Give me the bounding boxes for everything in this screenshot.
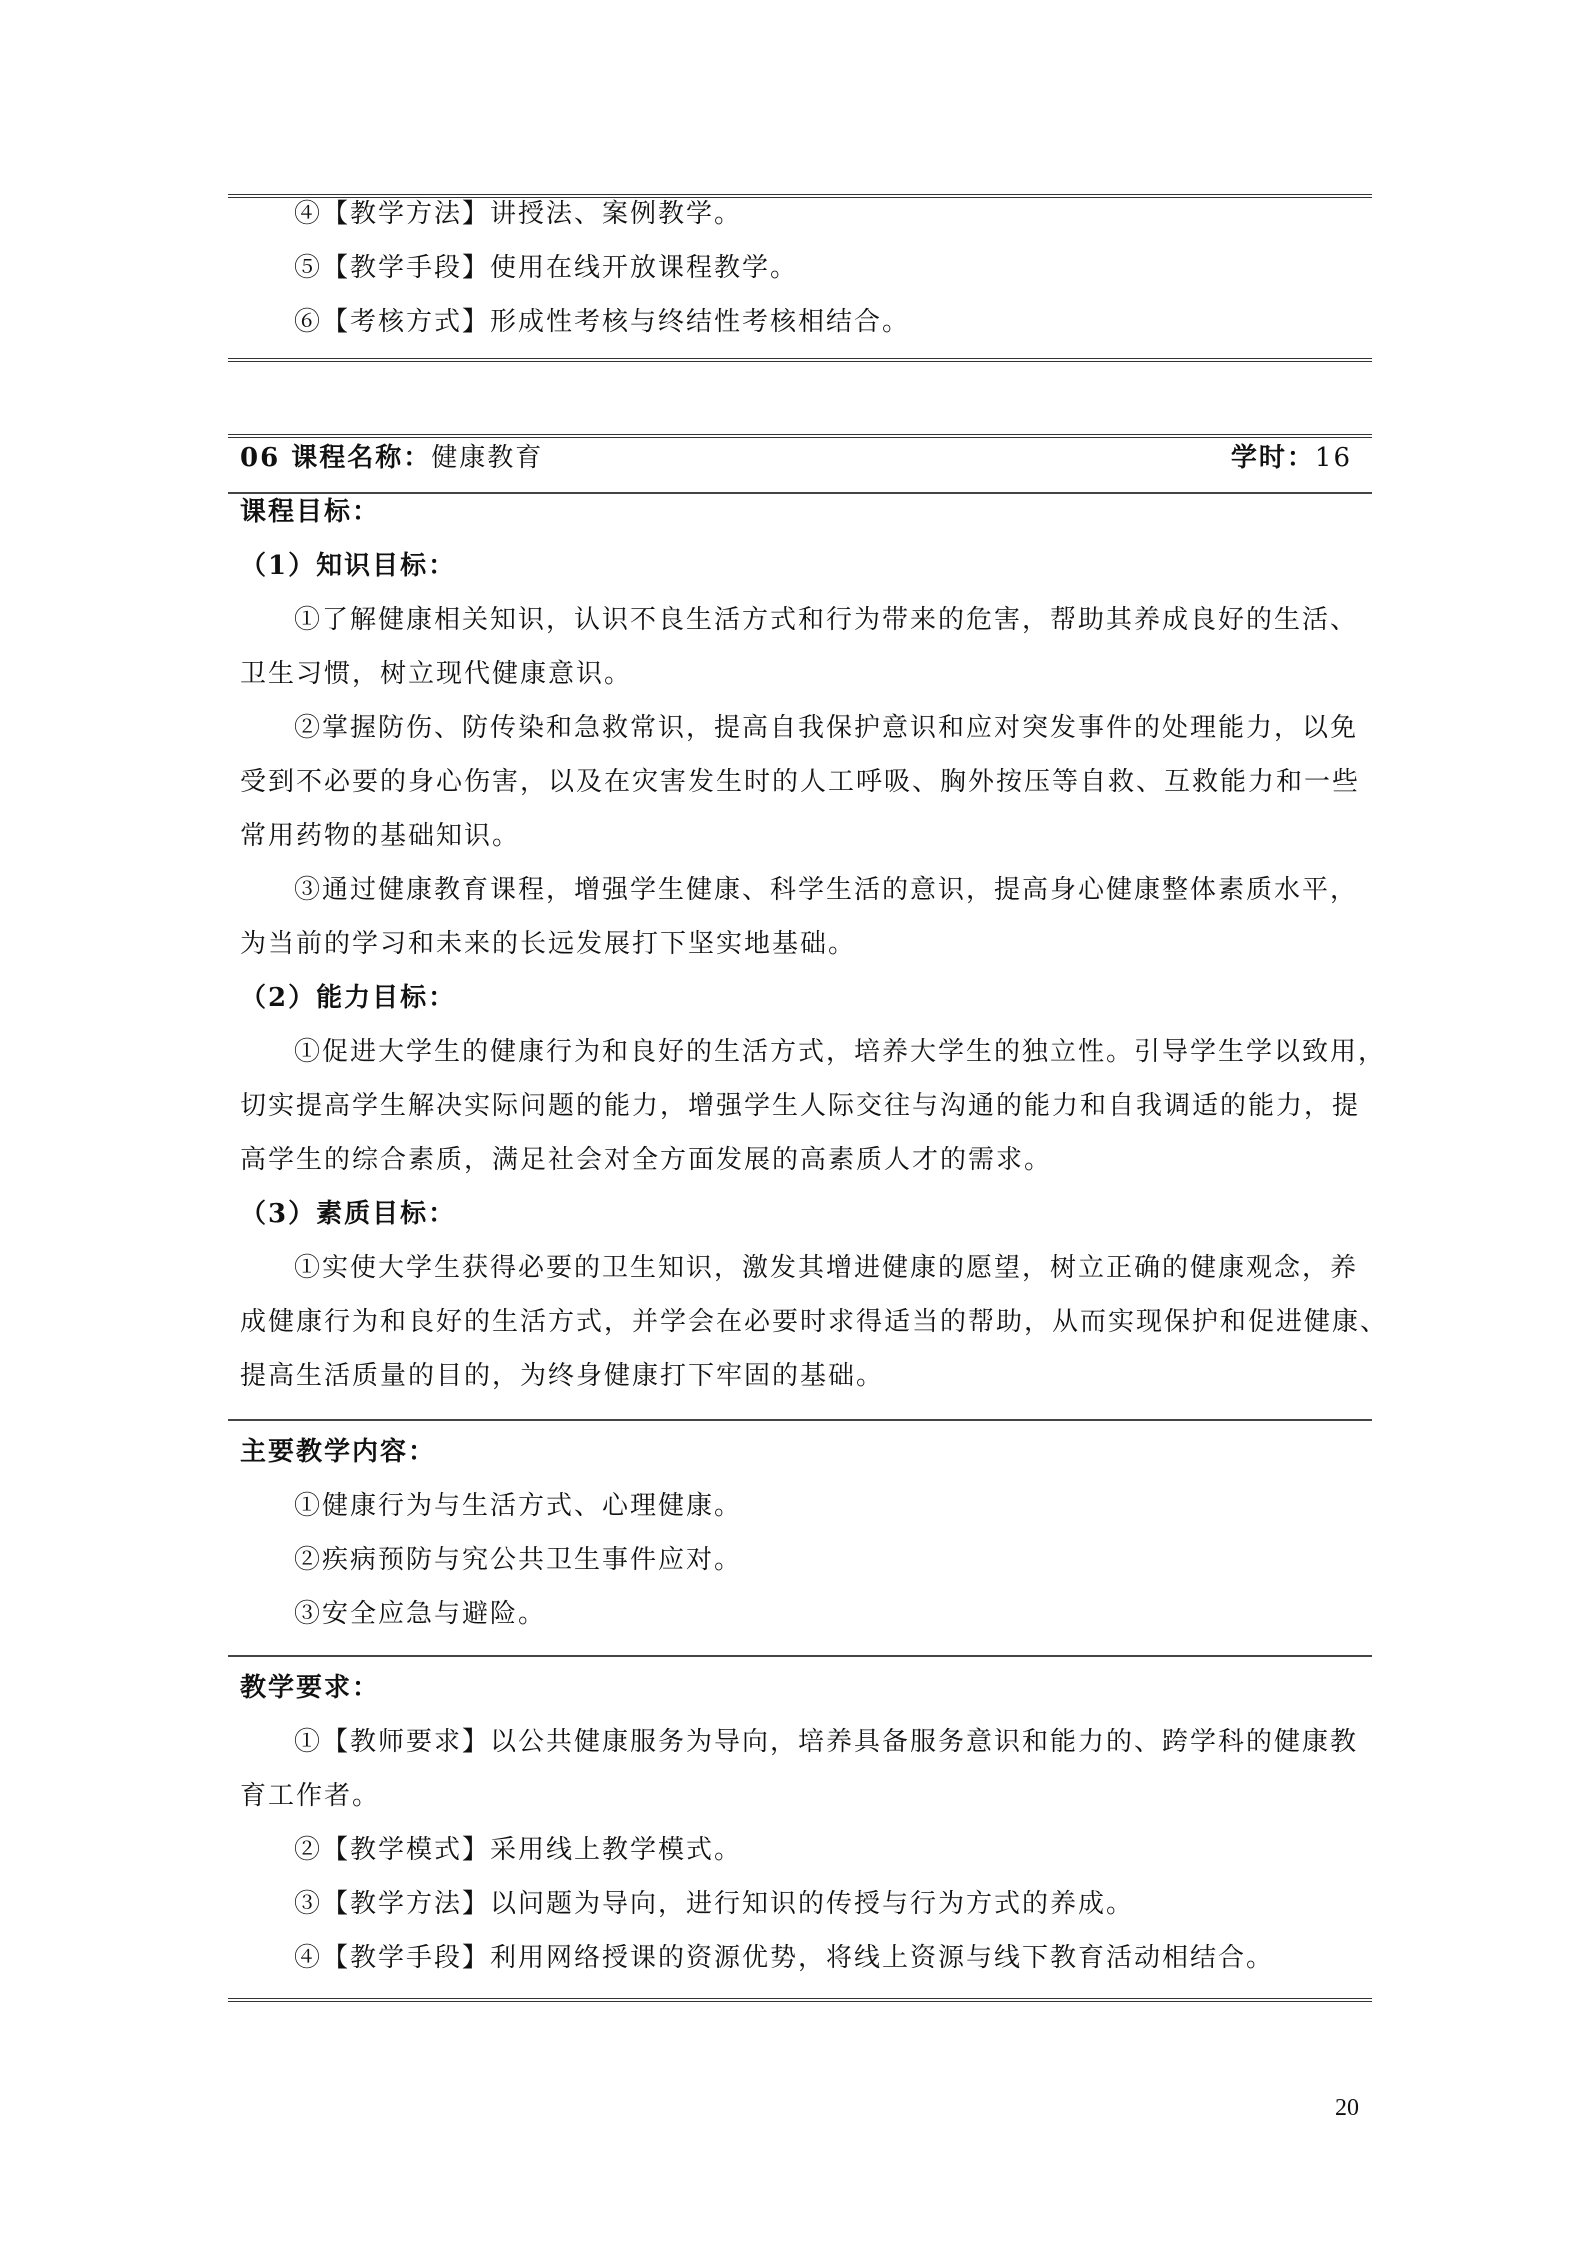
course-header-row — [228, 431, 1352, 485]
table-end-rule — [228, 1998, 1372, 2002]
teaching-means-line: ⑤【教学手段】使用在线开放课程教学。 — [294, 253, 799, 283]
knowledge-goal-line: 为当前的学习和未来的长远发展打下坚实地基础。 — [240, 929, 857, 959]
hours-label: 学时： — [1230, 443, 1315, 473]
teaching-method-line: ④【教学方法】讲授法、案例教学。 — [294, 199, 743, 229]
knowledge-goals-heading: （1）知识目标： — [240, 551, 457, 581]
knowledge-goal-line: 卫生习惯，树立现代健康意识。 — [240, 659, 633, 689]
quality-goal-line: ①实使大学生获得必要的卫生知识，激发其增进健康的愿望，树立正确的健康观念，养 — [294, 1253, 1359, 1283]
knowledge-goal-line: 受到不必要的身心伤害，以及在灾害发生时的人工呼吸、胸外按压等自救、互救能力和一些 — [240, 767, 1361, 797]
requirement-line: ③【教学方法】以问题为导向，进行知识的传授与行为方式的养成。 — [294, 1889, 1135, 1919]
course-hours — [1231, 431, 1352, 485]
content-bottom-rule — [228, 1655, 1372, 1657]
course-name-label — [240, 443, 543, 473]
quality-goals-heading: （3）素质目标： — [240, 1199, 457, 1229]
course-name-value: 健康教育 — [431, 443, 544, 473]
requirement-line: ④【教学手段】利用网络授课的资源优势，将线上资源与线下教育活动相结合。 — [294, 1943, 1275, 1973]
knowledge-goal-line: ②掌握防伤、防传染和急救常识，提高自我保护意识和应对突发事件的处理能力，以免 — [294, 713, 1359, 743]
requirement-line: ①【教师要求】以公共健康服务为导向，培养具备服务意识和能力的、跨学科的健康教 — [294, 1727, 1359, 1757]
knowledge-goal-line: 常用药物的基础知识。 — [240, 821, 521, 851]
knowledge-goal-line: ①了解健康相关知识，认识不良生活方式和行为带来的危害，帮助其养成良好的生活、 — [294, 605, 1359, 635]
page-number: 20 — [1335, 2095, 1359, 2121]
main-content-heading: 主要教学内容： — [240, 1437, 437, 1467]
ability-goal-line: 高学生的综合素质，满足社会对全方面发展的高素质人才的需求。 — [240, 1145, 1053, 1175]
ability-goal-line: ①促进大学生的健康行为和良好的生活方式，培养大学生的独立性。引导学生学以致用， — [294, 1037, 1387, 1067]
course-code-label: 06 课程名称： — [240, 443, 432, 473]
requirement-line: ②【教学模式】采用线上教学模式。 — [294, 1835, 743, 1865]
content-line: ③安全应急与避险。 — [294, 1599, 547, 1629]
requirements-heading: 教学要求： — [240, 1673, 381, 1703]
course-goals-heading: 课程目标： — [240, 497, 381, 527]
quality-goal-line: 成健康行为和良好的生活方式，并学会在必要时求得适当的帮助，从而实现保护和促进健康、 — [240, 1307, 1389, 1337]
knowledge-goal-line: ③通过健康教育课程，增强学生健康、科学生活的意识，提高身心健康整体素质水平， — [294, 875, 1359, 905]
ability-goal-line: 切实提高学生解决实际问题的能力，增强学生人际交往与沟通的能力和自我调适的能力，提 — [240, 1091, 1361, 1121]
goals-bottom-rule — [228, 1419, 1372, 1421]
content-line: ①健康行为与生活方式、心理健康。 — [294, 1491, 743, 1521]
assessment-line: ⑥【考核方式】形成性考核与终结性考核相结合。 — [294, 307, 911, 337]
hours-value: 16 — [1314, 443, 1352, 473]
table-bottom-rule — [228, 358, 1372, 362]
requirement-line: 育工作者。 — [240, 1781, 381, 1811]
quality-goal-line: 提高生活质量的目的，为终身健康打下牢固的基础。 — [240, 1361, 885, 1391]
content-line: ②疾病预防与究公共卫生事件应对。 — [294, 1545, 743, 1575]
ability-goals-heading: （2）能力目标： — [240, 983, 457, 1013]
